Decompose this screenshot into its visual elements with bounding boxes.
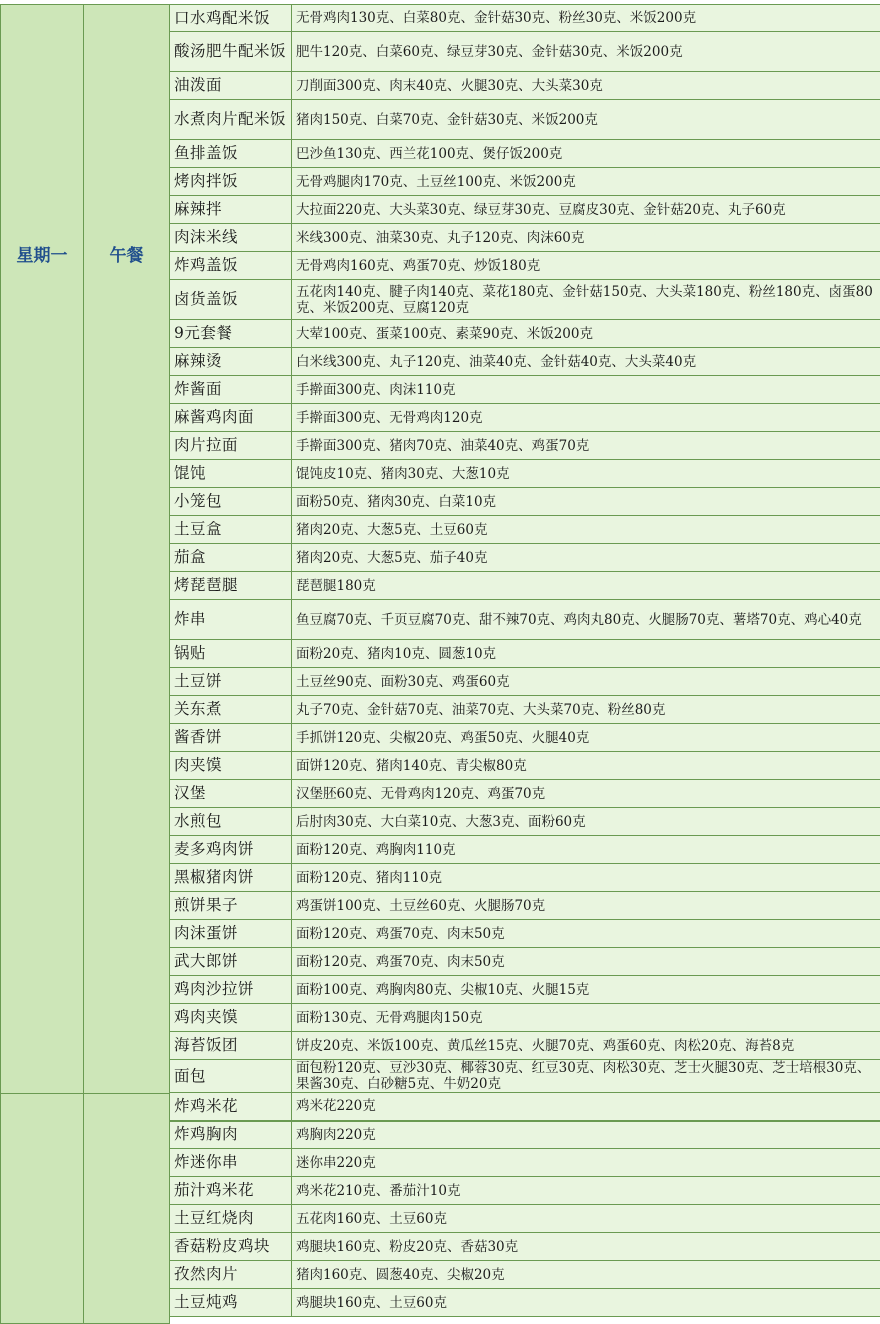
menu-row	[170, 516, 880, 544]
menu-row	[170, 140, 880, 168]
dish-name: 炸迷你串	[170, 1149, 292, 1177]
day-label: 星期一	[16, 246, 68, 266]
dish-ingredients: 鸡米花210克、番茄汁10克	[292, 1177, 880, 1205]
dish-name: 孜然肉片	[170, 1261, 292, 1289]
menu-row	[170, 1205, 880, 1233]
menu-row	[170, 72, 880, 100]
menu-row	[170, 836, 880, 864]
dish-name: 鱼排盖饭	[170, 140, 292, 168]
dish-name: 鸡肉沙拉饼	[170, 976, 292, 1004]
menu-row	[170, 1261, 880, 1289]
menu-row	[170, 432, 880, 460]
dish-name: 酸汤肥牛配米饭	[170, 32, 292, 72]
menu-row	[170, 1149, 880, 1177]
dish-ingredients: 大荤100克、蛋菜100克、素菜90克、米饭200克	[292, 320, 880, 348]
dish-ingredients: 琵琶腿180克	[292, 572, 880, 600]
menu-row	[170, 544, 880, 572]
meal-column-continued	[83, 1093, 170, 1324]
dish-name: 肉片拉面	[170, 432, 292, 460]
dish-name: 土豆盒	[170, 516, 292, 544]
dish-ingredients: 白米线300克、丸子120克、油菜40克、金针菇40克、大头菜40克	[292, 348, 880, 376]
menu-row	[170, 920, 880, 948]
dish-ingredients: 面粉120克、鸡胸肉110克	[292, 836, 880, 864]
menu-row	[170, 1032, 880, 1060]
dish-ingredients: 手擀面300克、猪肉70克、油菜40克、鸡蛋70克	[292, 432, 880, 460]
menu-row	[170, 488, 880, 516]
menu-row	[170, 808, 880, 836]
dish-name: 馄饨	[170, 460, 292, 488]
dish-ingredients: 丸子70克、金针菇70克、油菜70克、大头菜70克、粉丝80克	[292, 696, 880, 724]
dish-ingredients: 鸡胸肉220克	[292, 1121, 880, 1149]
menu-row	[170, 252, 880, 280]
menu-row	[170, 1289, 880, 1317]
dish-name: 水煎包	[170, 808, 292, 836]
menu-row	[170, 348, 880, 376]
dish-ingredients: 面粉120克、鸡蛋70克、肉末50克	[292, 948, 880, 976]
dish-ingredients: 无骨鸡腿肉170克、土豆丝100克、米饭200克	[292, 168, 880, 196]
dish-ingredients: 猪肉20克、大葱5克、土豆60克	[292, 516, 880, 544]
menu-row	[170, 724, 880, 752]
dish-name: 面包	[170, 1060, 292, 1093]
menu-row	[170, 5, 880, 32]
dish-name: 关东煮	[170, 696, 292, 724]
dish-ingredients: 馄饨皮10克、猪肉30克、大葱10克	[292, 460, 880, 488]
dish-name: 土豆饼	[170, 668, 292, 696]
menu-table-body	[170, 5, 880, 1317]
menu-row	[170, 168, 880, 196]
menu-row	[170, 600, 880, 640]
dish-name: 茄盒	[170, 544, 292, 572]
dish-name: 卤货盖饭	[170, 280, 292, 320]
menu-row	[170, 100, 880, 140]
dish-name: 茄汁鸡米花	[170, 1177, 292, 1205]
dish-name: 炸串	[170, 600, 292, 640]
menu-row	[170, 572, 880, 600]
dish-ingredients: 鸡蛋饼100克、土豆丝60克、火腿肠70克	[292, 892, 880, 920]
dish-ingredients: 肥牛120克、白菜60克、绿豆芽30克、金针菇30克、米饭200克	[292, 32, 880, 72]
dish-ingredients: 猪肉20克、大葱5克、茄子40克	[292, 544, 880, 572]
dish-ingredients: 巴沙鱼130克、西兰花100克、煲仔饭200克	[292, 140, 880, 168]
menu-row	[170, 696, 880, 724]
menu-row	[170, 864, 880, 892]
menu-row	[170, 1177, 880, 1205]
meal-label: 午餐	[109, 246, 144, 266]
menu-row	[170, 224, 880, 252]
dish-ingredients: 饼皮20克、米饭100克、黄瓜丝15克、火腿70克、鸡蛋60克、肉松20克、海苔8克	[292, 1032, 880, 1060]
dish-name: 炸鸡盖饭	[170, 252, 292, 280]
menu-row	[170, 1121, 880, 1149]
menu-row	[170, 280, 880, 320]
menu-row	[170, 780, 880, 808]
dish-name: 炸鸡胸肉	[170, 1121, 292, 1149]
dish-name: 水煮肉片配米饭	[170, 100, 292, 140]
dish-ingredients: 鸡腿块160克、粉皮20克、香菇30克	[292, 1233, 880, 1261]
menu-row	[170, 460, 880, 488]
dish-name: 煎饼果子	[170, 892, 292, 920]
dish-ingredients: 迷你串220克	[292, 1149, 880, 1177]
menu-row	[170, 640, 880, 668]
dish-name: 鸡肉夹馍	[170, 1004, 292, 1032]
menu-row	[170, 32, 880, 72]
dish-name: 麻酱鸡肉面	[170, 404, 292, 432]
dish-ingredients: 面粉120克、猪肉110克	[292, 864, 880, 892]
dish-name: 海苔饭团	[170, 1032, 292, 1060]
menu-row	[170, 976, 880, 1004]
dish-ingredients: 汉堡胚60克、无骨鸡肉120克、鸡蛋70克	[292, 780, 880, 808]
meal-column	[83, 4, 170, 1094]
dish-ingredients: 面包粉120克、豆沙30克、椰蓉30克、红豆30克、肉松30克、芝士火腿30克、芝士培根30克、果酱30克、白砂糖5克、牛奶20克	[292, 1060, 880, 1093]
dish-ingredients: 土豆丝90克、面粉30克、鸡蛋60克	[292, 668, 880, 696]
dish-ingredients: 无骨鸡肉130克、白菜80克、金针菇30克、粉丝30克、米饭200克	[292, 5, 880, 32]
menu-row	[170, 1233, 880, 1261]
dish-ingredients: 鸡腿块160克、土豆60克	[292, 1289, 880, 1317]
dish-name: 土豆炖鸡	[170, 1289, 292, 1317]
dish-name: 香菇粉皮鸡块	[170, 1233, 292, 1261]
dish-name: 小笼包	[170, 488, 292, 516]
menu-row	[170, 320, 880, 348]
dish-ingredients: 五花肉160克、土豆60克	[292, 1205, 880, 1233]
dish-ingredients: 猪肉150克、白菜70克、金针菇30克、米饭200克	[292, 100, 880, 140]
dish-name: 烤琵琶腿	[170, 572, 292, 600]
dish-ingredients: 面粉130克、无骨鸡腿肉150克	[292, 1004, 880, 1032]
dish-ingredients: 手擀面300克、无骨鸡肉120克	[292, 404, 880, 432]
dish-name: 酱香饼	[170, 724, 292, 752]
dish-ingredients: 面粉20克、猪肉10克、圆葱10克	[292, 640, 880, 668]
dish-name: 肉夹馍	[170, 752, 292, 780]
dish-name: 油泼面	[170, 72, 292, 100]
menu-row	[170, 892, 880, 920]
dish-name: 口水鸡配米饭	[170, 5, 292, 32]
dish-ingredients: 鸡米花220克	[292, 1093, 880, 1121]
day-column-continued	[0, 1093, 84, 1324]
menu-row	[170, 752, 880, 780]
dish-name: 9元套餐	[170, 320, 292, 348]
dish-name: 烤肉拌饭	[170, 168, 292, 196]
dish-name: 黑椒猪肉饼	[170, 864, 292, 892]
dish-ingredients: 无骨鸡肉160克、鸡蛋70克、炒饭180克	[292, 252, 880, 280]
dish-ingredients: 面粉120克、鸡蛋70克、肉末50克	[292, 920, 880, 948]
menu-table	[169, 4, 880, 1317]
dish-name: 炸酱面	[170, 376, 292, 404]
menu-row	[170, 196, 880, 224]
dish-ingredients: 手擀面300克、肉沫110克	[292, 376, 880, 404]
menu-row	[170, 404, 880, 432]
menu-row	[170, 1060, 880, 1093]
dish-name: 麦多鸡肉饼	[170, 836, 292, 864]
dish-name: 炸鸡米花	[170, 1093, 292, 1121]
dish-name: 麻辣拌	[170, 196, 292, 224]
dish-name: 麻辣烫	[170, 348, 292, 376]
dish-ingredients: 后肘肉30克、大白菜10克、大葱3克、面粉60克	[292, 808, 880, 836]
menu-row	[170, 668, 880, 696]
dish-name: 锅贴	[170, 640, 292, 668]
dish-ingredients: 面粉50克、猪肉30克、白菜10克	[292, 488, 880, 516]
dish-ingredients: 猪肉160克、圆葱40克、尖椒20克	[292, 1261, 880, 1289]
dish-ingredients: 手抓饼120克、尖椒20克、鸡蛋50克、火腿40克	[292, 724, 880, 752]
dish-ingredients: 刀削面300克、肉末40克、火腿30克、大头菜30克	[292, 72, 880, 100]
dish-ingredients: 米线300克、油菜30克、丸子120克、肉沫60克	[292, 224, 880, 252]
dish-ingredients: 大拉面220克、大头菜30克、绿豆芽30克、豆腐皮30克、金针菇20克、丸子60克	[292, 196, 880, 224]
day-column	[0, 4, 84, 1094]
dish-ingredients: 鱼豆腐70克、千页豆腐70克、甜不辣70克、鸡肉丸80克、火腿肠70克、薯塔70克、鸡心40克	[292, 600, 880, 640]
dish-name: 土豆红烧肉	[170, 1205, 292, 1233]
dish-ingredients: 五花肉140克、腱子肉140克、菜花180克、金针菇150克、大头菜180克、粉丝180克、卤蛋80克、米饭200克、豆腐120克	[292, 280, 880, 320]
menu-row	[170, 376, 880, 404]
dish-name: 汉堡	[170, 780, 292, 808]
menu-row	[170, 948, 880, 976]
dish-ingredients: 面粉100克、鸡胸肉80克、尖椒10克、火腿15克	[292, 976, 880, 1004]
menu-row	[170, 1093, 880, 1121]
dish-name: 肉沫蛋饼	[170, 920, 292, 948]
dish-ingredients: 面饼120克、猪肉140克、青尖椒80克	[292, 752, 880, 780]
menu-row	[170, 1004, 880, 1032]
dish-name: 肉沫米线	[170, 224, 292, 252]
dish-name: 武大郎饼	[170, 948, 292, 976]
